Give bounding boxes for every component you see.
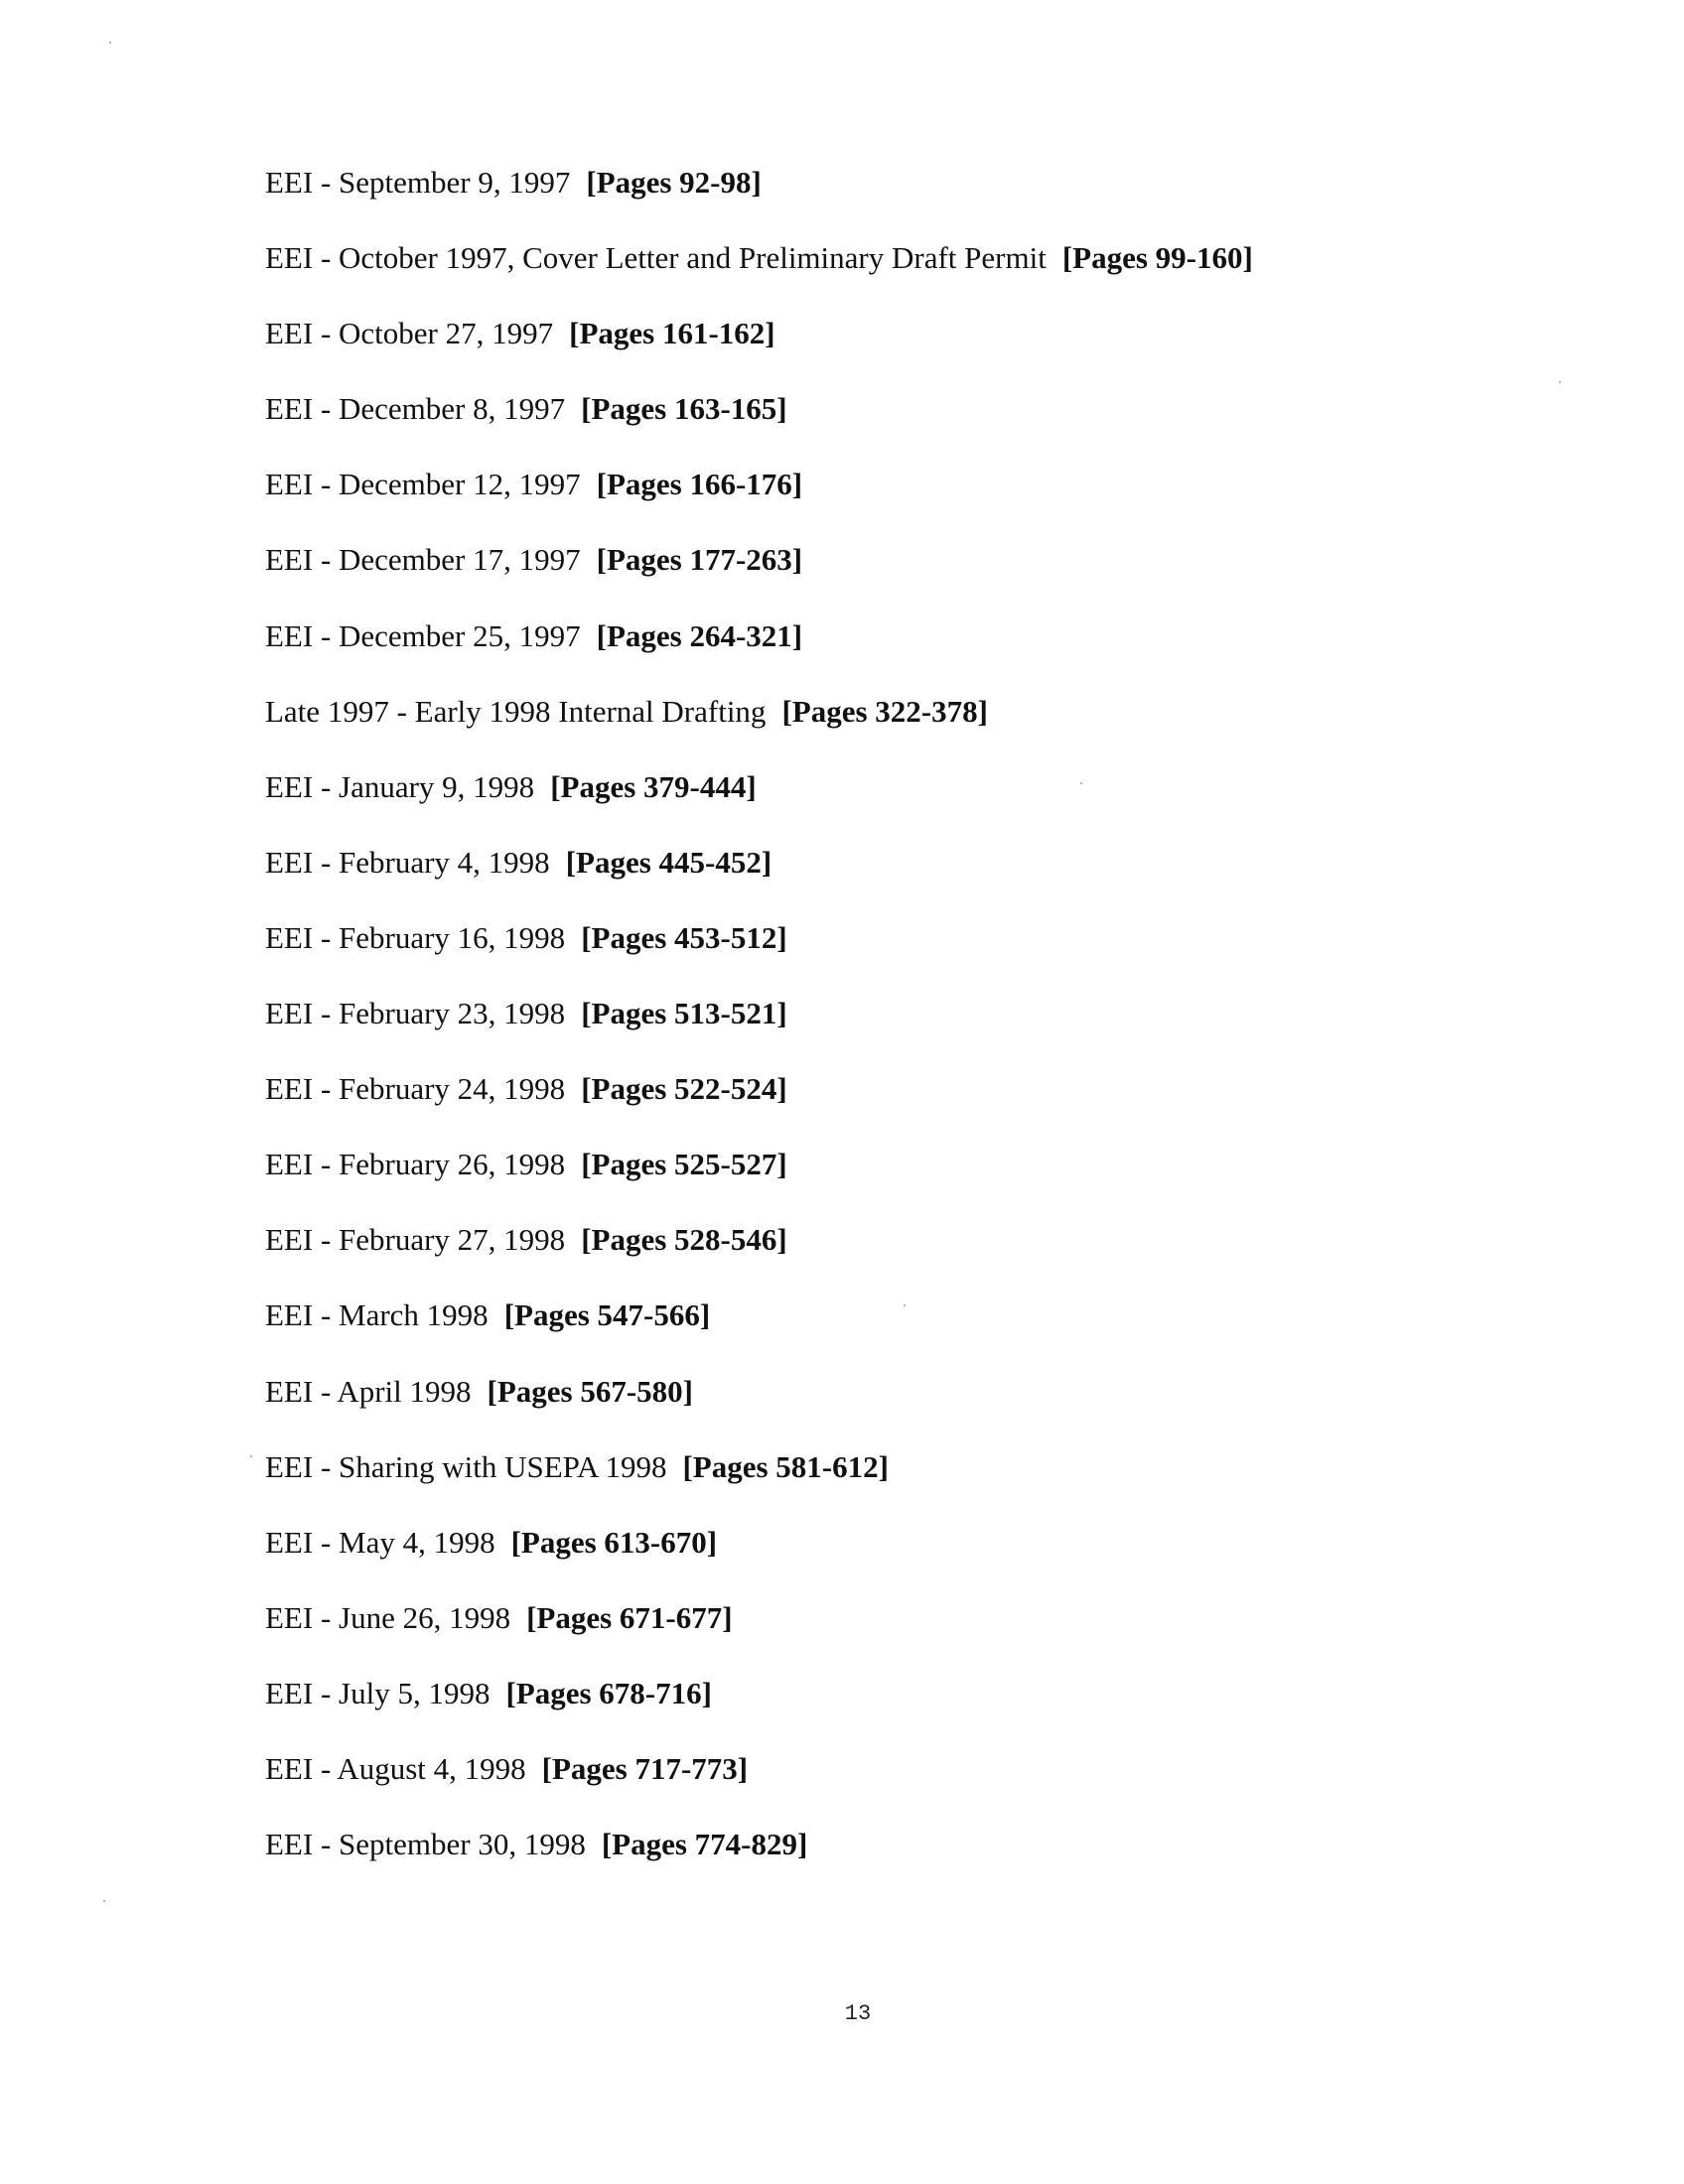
entry-description: EEI - April 1998 [265,1373,472,1409]
entry-description: EEI - September 9, 1997 [265,165,571,200]
index-entry [265,1372,1253,1447]
index-entry [265,1220,1253,1296]
entry-description: EEI - October 27, 1997 [265,316,554,351]
index-entry [265,1447,1253,1523]
entry-description: EEI - July 5, 1998 [265,1675,491,1710]
page-number: 13 [844,2001,872,2026]
entry-description: EEI - February 4, 1998 [265,844,550,880]
index-entry [265,692,1253,767]
entry-page-range: [Pages 513-521] [581,996,787,1031]
entry-page-range: [Pages 613-670] [510,1524,718,1560]
entry-page-range: [Pages 445-452] [565,844,772,880]
entry-description: EEI - September 30, 1998 [265,1827,586,1862]
index-entry [265,1598,1253,1674]
entry-description: EEI - February 23, 1998 [265,996,566,1031]
index-entry [265,1523,1253,1598]
entry-page-range: [Pages 161-162] [569,316,775,351]
entry-page-range: [Pages 264-321] [596,617,803,653]
entry-page-range: [Pages 581-612] [682,1448,889,1484]
entry-description: EEI - May 4, 1998 [265,1524,495,1560]
entry-description: EEI - February 24, 1998 [265,1071,566,1107]
index-entry [265,767,1253,843]
entry-page-range: [Pages 678-716] [505,1675,712,1710]
entry-page-range: [Pages 166-176] [596,467,803,502]
entry-description: EEI - August 4, 1998 [265,1750,526,1786]
entry-page-range: [Pages 567-580] [487,1373,693,1409]
entry-description: EEI - December 12, 1997 [265,467,581,502]
entry-description: EEI - February 27, 1998 [265,1222,566,1258]
entry-description: EEI - December 25, 1997 [265,617,581,653]
entry-page-range: [Pages 522-524] [581,1071,787,1107]
scan-speck [250,1455,252,1457]
entry-page-range: [Pages 671-677] [526,1599,733,1635]
entry-page-range: [Pages 99-160] [1061,240,1253,276]
document-index-list [265,163,1253,1900]
entry-description: EEI - March 1998 [265,1297,489,1333]
entry-page-range: [Pages 717-773] [541,1750,749,1786]
scan-speck [103,1900,105,1902]
index-entry [265,1069,1253,1145]
entry-page-range: [Pages 92-98] [586,165,762,200]
entry-page-range: [Pages 528-546] [581,1222,787,1258]
index-entry [265,1296,1253,1371]
index-entry [265,238,1253,314]
entry-page-range: [Pages 453-512] [581,919,787,955]
index-entry [265,1674,1253,1749]
entry-description: Late 1997 - Early 1998 Internal Drafting [265,693,767,729]
index-entry [265,843,1253,918]
entry-description: EEI - February 16, 1998 [265,919,566,955]
scan-speck [1559,381,1561,383]
index-entry [265,1749,1253,1825]
index-entry [265,616,1253,692]
entry-page-range: [Pages 322-378] [781,693,988,729]
index-entry [265,540,1253,615]
entry-description: EEI - February 26, 1998 [265,1147,566,1182]
index-entry [265,163,1253,238]
entry-description: EEI - October 1997, Cover Letter and Preliminary Draft Permit [265,240,1047,276]
entry-page-range: [Pages 774-829] [601,1827,808,1862]
index-entry [265,1145,1253,1220]
entry-description: EEI - December 8, 1997 [265,391,566,427]
index-entry [265,465,1253,540]
index-entry [265,1825,1253,1900]
entry-page-range: [Pages 525-527] [581,1147,787,1182]
entry-page-range: [Pages 547-566] [503,1297,711,1333]
entry-description: EEI - Sharing with USEPA 1998 [265,1448,667,1484]
entry-page-range: [Pages 177-263] [596,542,803,578]
entry-page-range: [Pages 163-165] [581,391,787,427]
entry-description: EEI - December 17, 1997 [265,542,581,578]
index-entry [265,994,1253,1069]
entry-description: EEI - January 9, 1998 [265,768,535,804]
index-entry [265,314,1253,389]
index-entry [265,918,1253,994]
scan-speck [109,42,111,44]
index-entry [265,389,1253,465]
entry-page-range: [Pages 379-444] [550,768,757,804]
entry-description: EEI - June 26, 1998 [265,1599,511,1635]
